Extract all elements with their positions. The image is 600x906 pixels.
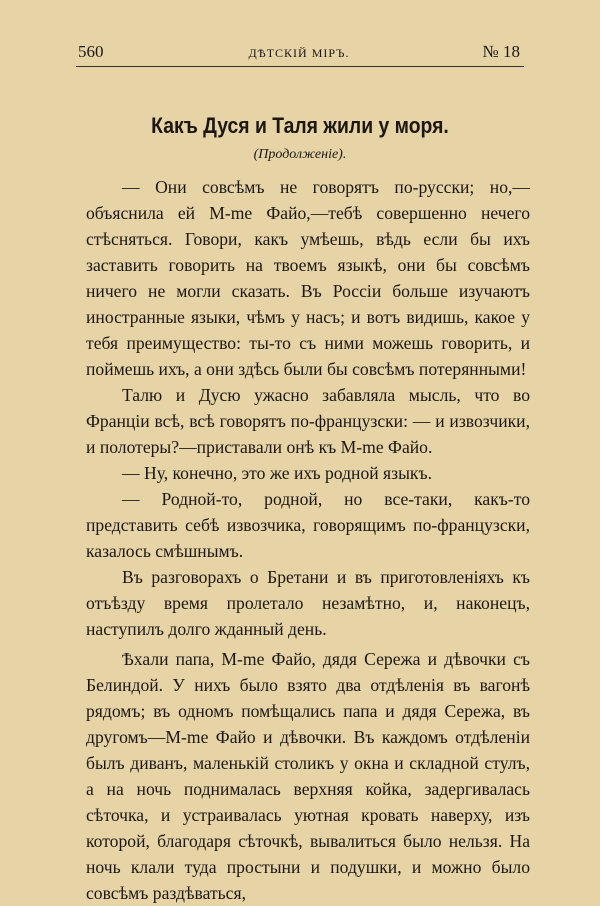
paragraph: — Ну, конечно, это же ихъ родной языкъ. <box>122 463 432 483</box>
issue-number: № 18 <box>482 42 520 61</box>
story-title: Какъ Дуся и Таля жили у моря. <box>151 113 449 138</box>
page-number: 560 <box>78 42 104 61</box>
story-subtitle: (Продолженіе). <box>253 147 347 162</box>
paragraph: Въ разговорахъ о Бретани и въ приготовленіяхъ къ отъѣзду время пролетало незамѣтно, и, наконецъ, наступилъ долго жданный день. <box>86 567 530 639</box>
story-body <box>86 174 530 906</box>
paragraph: Талю и Дусю ужасно забавляла мысль, что во Франціи всѣ, всѣ говорятъ по-французски: — и извозчики, и полотеры?—приставали онѣ къ M-me Файо. <box>86 385 530 457</box>
journal-title: ДѢТСКІЙ МІРЪ. <box>248 46 350 60</box>
paragraph: — Родной-то, родной, но все-таки, какъ-то представить себѣ извозчика, говорящимъ по-французски, казалось смѣшнымъ. <box>86 489 530 561</box>
header-rule <box>76 66 524 67</box>
paragraph: Ѣхали папа, M-me Файо, дядя Сережа и дѣвочки съ Белиндой. У нихъ было взято два отдѣленія въ вагонѣ рядомъ; въ одномъ помѣщались папа и дядя Сережа, въ другомъ—M-me Файо и дѣвочки. Въ каждомъ отдѣленіи былъ диванъ, маленькій столикъ у окна и складной стулъ, а на ночь поднималась верхняя койка, задергивалась сѣточка, и устраивалась уютная кровать наверху, изъ которой, благодаря сѣточкѣ, вывалиться было нельзя. На ночь клали туда простыни и подушки, и можно было совсѣмъ раздѣваться, <box>86 649 530 903</box>
paragraph: — Они совсѣмъ не говорятъ по-русски; но,—объяснила ей M-me Файо,—тебѣ совершенно нечего стѣсняться. Говори, какъ умѣешь, вѣдь если бы ихъ заставить говорить на твоемъ языкѣ, они бы совсѣмъ ничего не могли сказать. Въ Россіи больше изучаютъ иностранные языки, чѣмъ у насъ; и вотъ видишь, какое у тебя преимущество: ты-то съ ними можешь говорить, и поймешь ихъ, а они здѣсь были бы совсѣмъ потерянными! <box>86 177 530 379</box>
running-header <box>78 40 520 66</box>
